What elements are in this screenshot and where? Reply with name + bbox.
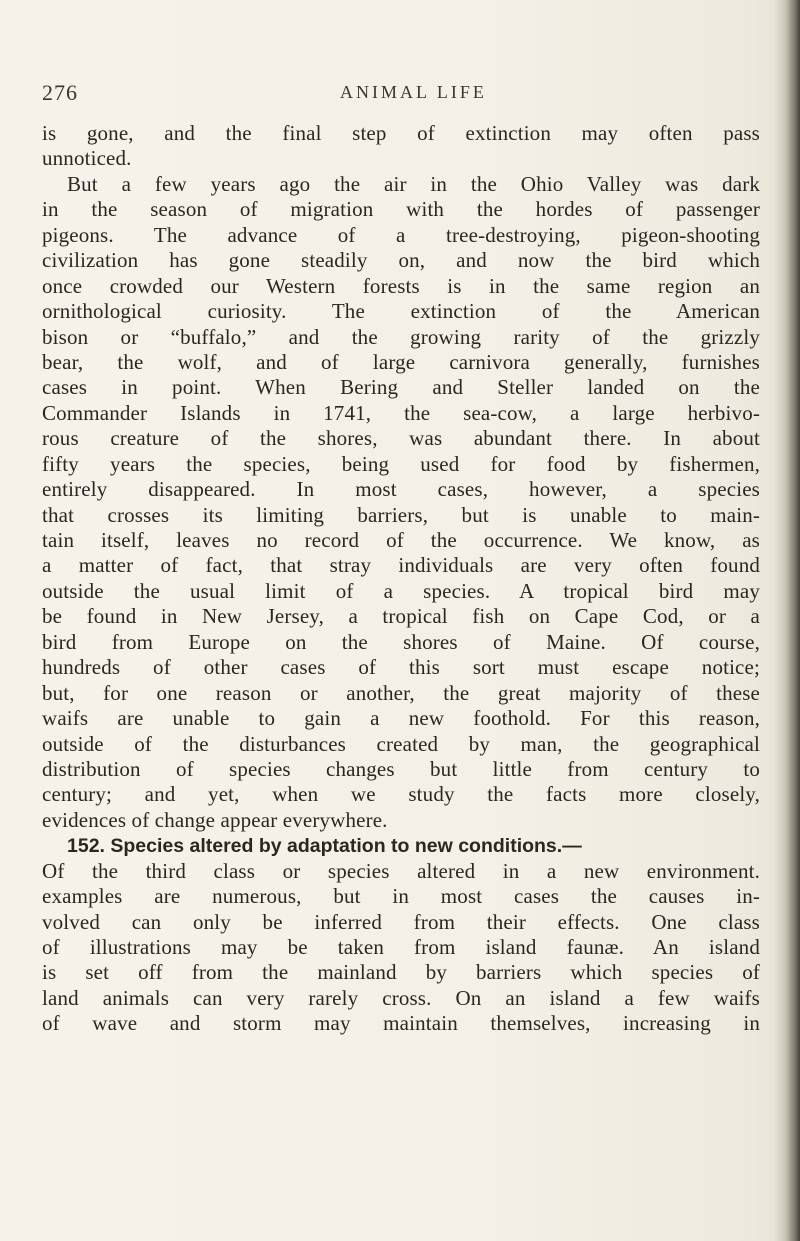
text-line: cases in point. When Bering and Steller landed on the bbox=[42, 375, 760, 400]
text-line: civilization has gone steadily on, and now the bird which bbox=[42, 248, 760, 273]
running-head bbox=[0, 80, 800, 110]
running-title: ANIMAL LIFE bbox=[340, 82, 487, 102]
section-heading-line bbox=[42, 833, 760, 858]
text-line: a matter of fact, that stray individuals are very often found bbox=[42, 553, 760, 578]
text-line: volved can only be inferred from their effects. One class bbox=[42, 909, 760, 934]
text-line: outside the usual limit of a species. A tropical bird may bbox=[42, 578, 760, 603]
text-line: is set off from the mainland by barriers which species of bbox=[42, 960, 760, 985]
text-line: land animals can very rarely cross. On an island a few waifs bbox=[42, 985, 760, 1010]
text-line: that crosses its limiting barriers, but is unable to main- bbox=[42, 502, 760, 527]
text-line: distribution of species changes but little from century to bbox=[42, 756, 760, 781]
text-line: once crowded our Western forests is in the same region an bbox=[42, 273, 760, 298]
page-number: 276 bbox=[42, 80, 78, 105]
text-line: waifs are unable to gain a new foothold. For this reason, bbox=[42, 706, 760, 731]
text-line: bird from Europe on the shores of Maine. Of course, bbox=[42, 629, 760, 654]
text-line: but, for one reason or another, the great majority of these bbox=[42, 680, 760, 705]
text-line: of wave and storm may maintain themselves, increasing in bbox=[42, 1011, 760, 1036]
text-line: bear, the wolf, and of large carnivora generally, furnishes bbox=[42, 349, 760, 374]
text-line: But a few years ago the air in the Ohio Valley was dark bbox=[67, 171, 760, 196]
text-line: entirely disappeared. In most cases, however, a species bbox=[42, 477, 760, 502]
text-line: bison or “buffalo,” and the growing rarity of the grizzly bbox=[42, 324, 760, 349]
section-heading: Species altered by adaptation to new conditions.— bbox=[110, 835, 582, 858]
text-line: hundreds of other cases of this sort must escape notice; bbox=[42, 655, 760, 680]
body-text bbox=[42, 121, 760, 1037]
text-line: be found in New Jersey, a tropical fish on Cape Cod, or a bbox=[42, 604, 760, 629]
text-line: century; and yet, when we study the facts more closely, bbox=[42, 782, 760, 807]
text-line: examples are numerous, but in most cases the causes in- bbox=[42, 884, 760, 909]
text-line: is gone, and the final step of extinction may often pass bbox=[42, 121, 760, 145]
text-line: Commander Islands in 1741, the sea-cow, a large herbivo- bbox=[42, 400, 760, 425]
text-line: unnoticed. bbox=[42, 146, 132, 171]
text-line: fifty years the species, being used for food by fishermen, bbox=[42, 451, 760, 476]
text-line: tain itself, leaves no record of the occurrence. We know, as bbox=[42, 528, 760, 552]
text-line: of illustrations may be taken from island faunæ. An island bbox=[42, 935, 760, 959]
binding-shadow bbox=[774, 0, 800, 1241]
text-line: pigeons. The advance of a tree-destroying, pigeon-shooting bbox=[42, 222, 760, 247]
text-line: in the season of migration with the hordes of passenger bbox=[42, 197, 760, 222]
text-line: outside of the disturbances created by man, the geographical bbox=[42, 731, 760, 756]
section-number: 152. bbox=[67, 835, 105, 858]
text-line: ornithological curiosity. The extinction of the American bbox=[42, 299, 760, 324]
text-line: evidences of change appear everywhere. bbox=[42, 807, 388, 832]
text-line: Of the third class or species altered in a new environment. bbox=[42, 858, 760, 883]
text-line: rous creature of the shores, was abundant there. In about bbox=[42, 426, 760, 451]
